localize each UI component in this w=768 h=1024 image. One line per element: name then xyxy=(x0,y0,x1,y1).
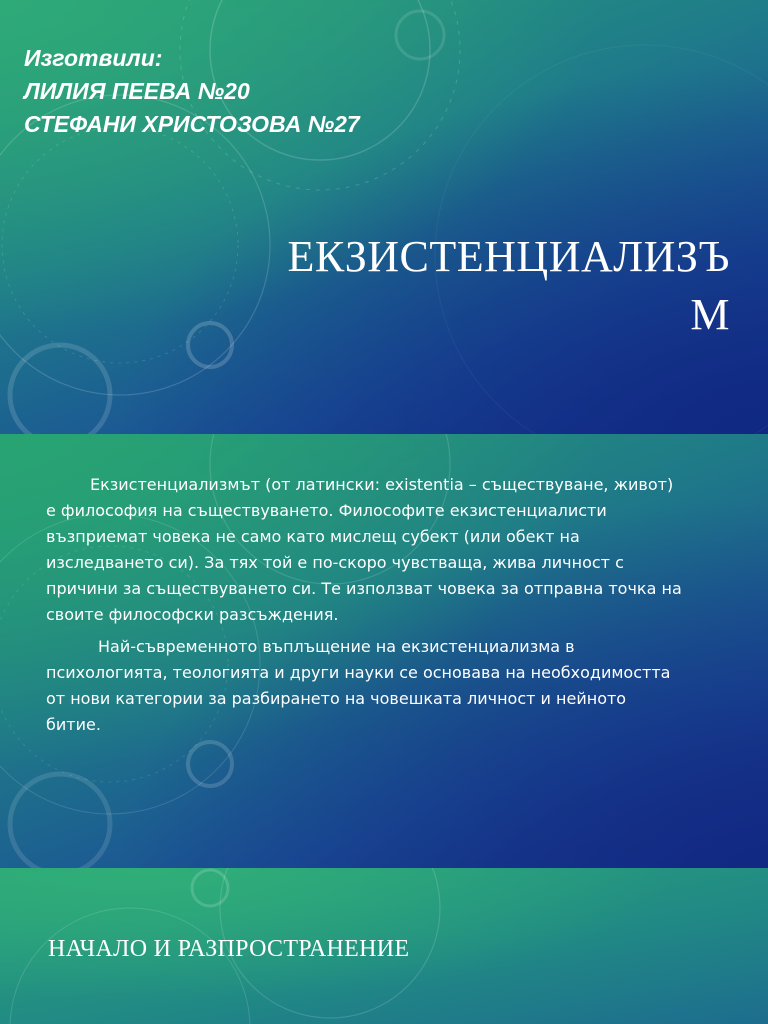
body-text xyxy=(46,472,686,744)
authors-block xyxy=(24,42,360,141)
section-title: НАЧАЛО И РАЗПРОСТРАНЕНИЕ xyxy=(48,936,410,962)
authors-heading: Изготвили: xyxy=(24,45,163,71)
paragraph: Екзистенциализмът (от латински: existentia – съществуване, живот) е философия на съществуването. Философите екзистенциалисти възприемат човека не само като мислещ субект (или обект на изследването си). За тях той е по-скоро чувстваща, жива личност с причини за съществуването си. Те използват човека за отправна точка на своите философски разсъждения. xyxy=(46,475,682,624)
author-name: ЛИЛИЯ ПЕЕВА №20 xyxy=(24,78,250,104)
title-line: М xyxy=(690,290,730,339)
paragraph: Най-съвременното въплъщение на екзистенциализма в психологията, теологията и други науки се основава на необходимостта от нови категории за разбирането на човешката личност и нейното битие. xyxy=(46,637,671,734)
title-slide xyxy=(0,0,768,434)
slide-title xyxy=(170,228,730,344)
section-slide xyxy=(0,868,768,1024)
author-name: СТЕФАНИ ХРИСТОЗОВА №27 xyxy=(24,111,360,137)
content-slide xyxy=(0,434,768,868)
title-line: ЕКЗИСТЕНЦИАЛИЗЪ xyxy=(287,232,730,281)
